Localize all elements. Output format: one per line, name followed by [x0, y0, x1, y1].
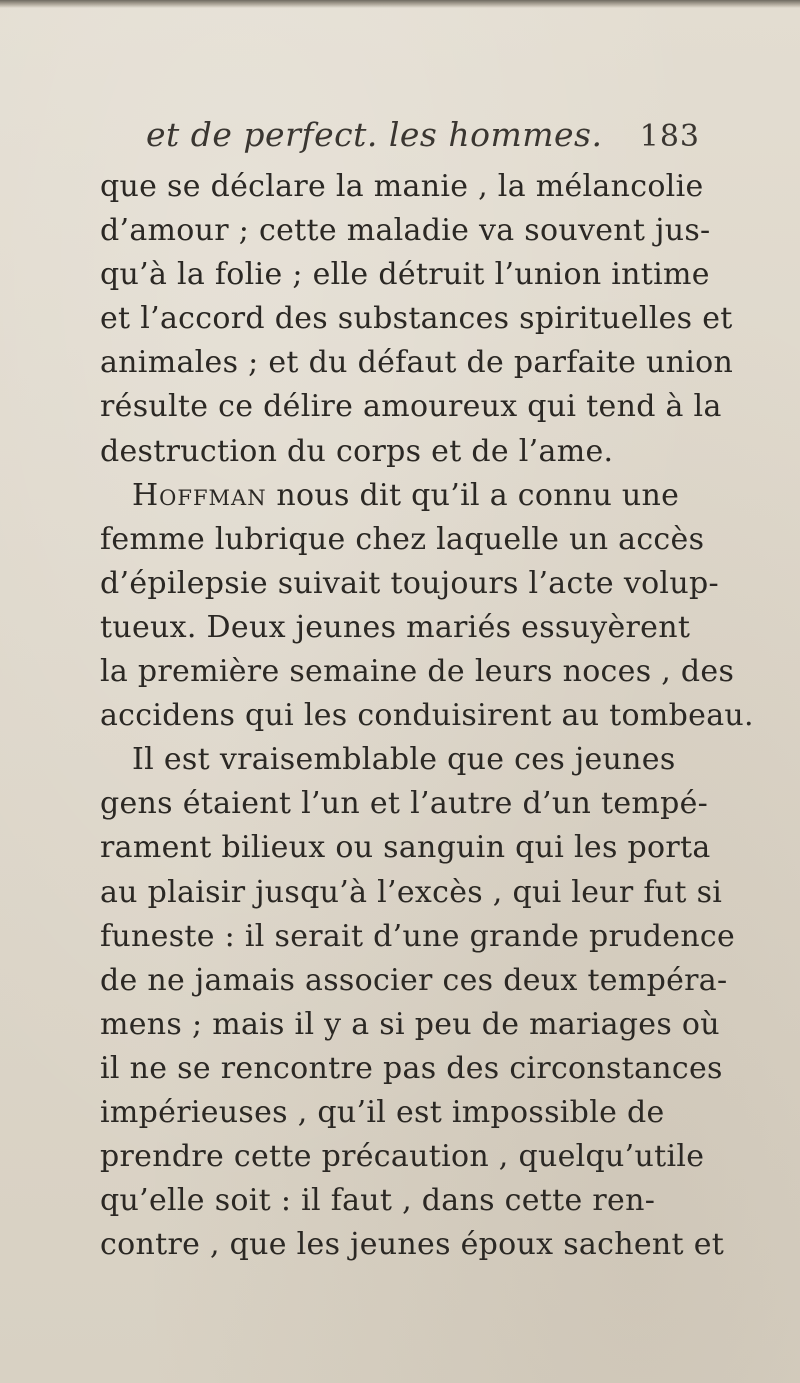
text-line: prendre cette précaution , quelqu’utile [100, 1139, 705, 1175]
text-line: tueux. Deux jeunes mariés essuyèrent [100, 609, 691, 645]
running-head [146, 115, 700, 157]
text-line: mens ; mais il y a si peu de mariages où [100, 1006, 720, 1042]
text-line: de ne jamais associer ces deux tempéra- [100, 962, 728, 998]
text-fragment: nous dit qu’il a connu une [266, 477, 680, 513]
page-top-edge [0, 0, 800, 8]
page-number: 183 [639, 119, 700, 154]
text-line: qu’à la folie ; elle détruit l’union intime [100, 257, 710, 293]
text-line: funeste : il serait d’une grande prudence [100, 918, 736, 954]
text-line: qu’elle soit : il faut , dans cette ren- [100, 1183, 656, 1219]
paragraph-start-line: Il est vraisemblable que ces jeunes [132, 742, 676, 778]
text-line: destruction du corps et de l’ame. [100, 433, 614, 469]
text-line: que se déclare la manie , la mélancolie [100, 169, 704, 204]
text-line: impérieuses , qu’il est impossible de [100, 1094, 665, 1130]
text-line: résulte ce délire amoureux qui tend à la [100, 389, 722, 425]
text-block [100, 115, 754, 1267]
text-line: gens étaient l’un et l’autre d’un tempé- [100, 786, 709, 822]
text-line: et l’accord des substances spirituelles et [100, 301, 733, 337]
text-line: femme lubrique chez laquelle un accès [100, 521, 705, 557]
paragraph-start-line [100, 474, 700, 518]
text-line: accidens qui les conduisirent au tombeau. [100, 698, 754, 734]
running-title: et de perfect. les hommes. [146, 115, 603, 154]
text-line: la première semaine de leurs noces , des [100, 654, 735, 690]
text-line: d’épilepsie suivait toujours l’acte volup- [100, 565, 719, 601]
text-line: d’amour ; cette maladie va souvent jus- [100, 213, 711, 249]
text-line: au plaisir jusqu’à l’excès , qui leur fut si [100, 874, 723, 910]
text-line: rament bilieux ou sanguin qui les porta [100, 830, 711, 866]
text-line: il ne se rencontre pas des circonstances [100, 1050, 723, 1086]
text-line: animales ; et du défaut de parfaite union [100, 345, 734, 381]
author-name-hoffman: Hoffman [132, 477, 267, 513]
text-line: contre , que les jeunes époux sachent et [100, 1227, 725, 1263]
